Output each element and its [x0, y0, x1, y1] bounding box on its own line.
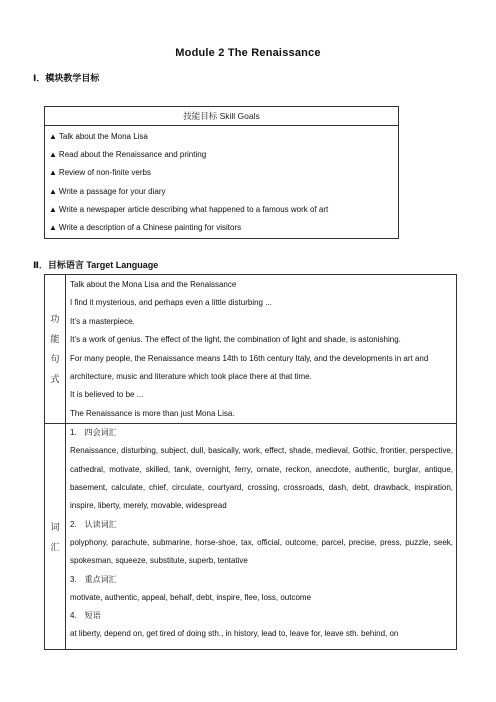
skill-goals-header: 技能目标 Skill Goals [45, 107, 398, 126]
section-heading-goals: Ⅰ．模块教学目标 [33, 73, 100, 83]
vocab-group-heading: 4. 短语 [70, 611, 101, 621]
vocab-group-words: motivate, authentic, appeal, behalf, debt, inspire, flee, loss, outcome [70, 592, 312, 602]
vocab-group-words: Renaissance, disturbing, subject, dull, basically, work, effect, shade, medieval, Gothic, frontier, perspective, cathedral, motivate, skilled, tank, overnight, ferry, ornate, reckon, anecdote, authentic, burglar, antique, basement, calculate, chief, circulate, courtyard, crossing, crossroads, dash, debt, drawback, inspiration, inspire, liberty, merely, movable, widespread [70, 446, 453, 511]
functions-content [66, 275, 457, 424]
skill-goal-item: ▲ Write a description of a Chinese painting for visitors [49, 223, 242, 233]
table-row-functions [45, 275, 457, 424]
target-language-table [44, 274, 457, 650]
skill-goal-item: ▲ Review of non-finite verbs [49, 168, 151, 178]
vocabulary-content [66, 424, 457, 650]
function-sentence: The Renaissance is more than just Mona Lisa. [70, 408, 235, 418]
function-sentence: It’s a masterpiece. [70, 316, 135, 326]
triangle-bullet-icon: ▲ [49, 168, 57, 178]
function-sentence: It is believed to be ... [70, 390, 144, 400]
triangle-bullet-icon: ▲ [49, 204, 57, 214]
vocab-group-words: at liberty, depend on, get tired of doing sth., in history, lead to, leave for, leave sth. behind, on [70, 629, 399, 639]
table-row-vocabulary [45, 424, 457, 650]
skill-goal-item: ▲ Read about the Renaissance and printing [49, 150, 207, 160]
vocab-group-heading: 1. 四会词汇 [70, 428, 117, 438]
skill-goal-item: ▲ Write a passage for your diary [49, 186, 166, 196]
triangle-bullet-icon: ▲ [49, 132, 57, 141]
function-sentence: Talk about the Mona Lisa and the Renaissance [70, 280, 237, 289]
page-title: Module 2 The Renaissance [175, 47, 321, 59]
skill-goal-item: ▲ Write a newspaper article describing what happened to a famous work of art [49, 204, 329, 214]
skill-goal-item: ▲ Talk about the Mona Lisa [49, 132, 148, 141]
vocabulary-label: 词 汇 [45, 424, 66, 650]
triangle-bullet-icon: ▲ [49, 186, 57, 196]
vocab-group-heading: 3. 重点词汇 [70, 574, 117, 584]
section-heading-target-language: Ⅱ．目标语言 Target Language [33, 260, 159, 270]
function-sentence: It’s a work of genius. The effect of the light, the combination of light and shade, is astonishing. [70, 335, 401, 345]
vocab-group-words: polyphony, parachute, submarine, horse-shoe, tax, official, outcome, parcel, precise, press, puzzle, seek, spokesman, squeeze, substitute, superb, tentative [70, 537, 453, 566]
skill-goals-box [44, 106, 399, 239]
triangle-bullet-icon: ▲ [49, 150, 57, 160]
triangle-bullet-icon: ▲ [49, 223, 57, 233]
function-sentence: I find it mysterious, and perhaps even a little disturbing ... [70, 298, 272, 308]
functions-label: 功 能 句 式 [45, 275, 66, 424]
function-sentence: For many people, the Renaissance means 14th to 16th century Italy, and the developments in art and architecture, music and literature which took place there at that time. [70, 353, 429, 382]
skill-goals-list [45, 126, 398, 237]
vocab-group-heading: 2. 认读词汇 [70, 519, 117, 529]
